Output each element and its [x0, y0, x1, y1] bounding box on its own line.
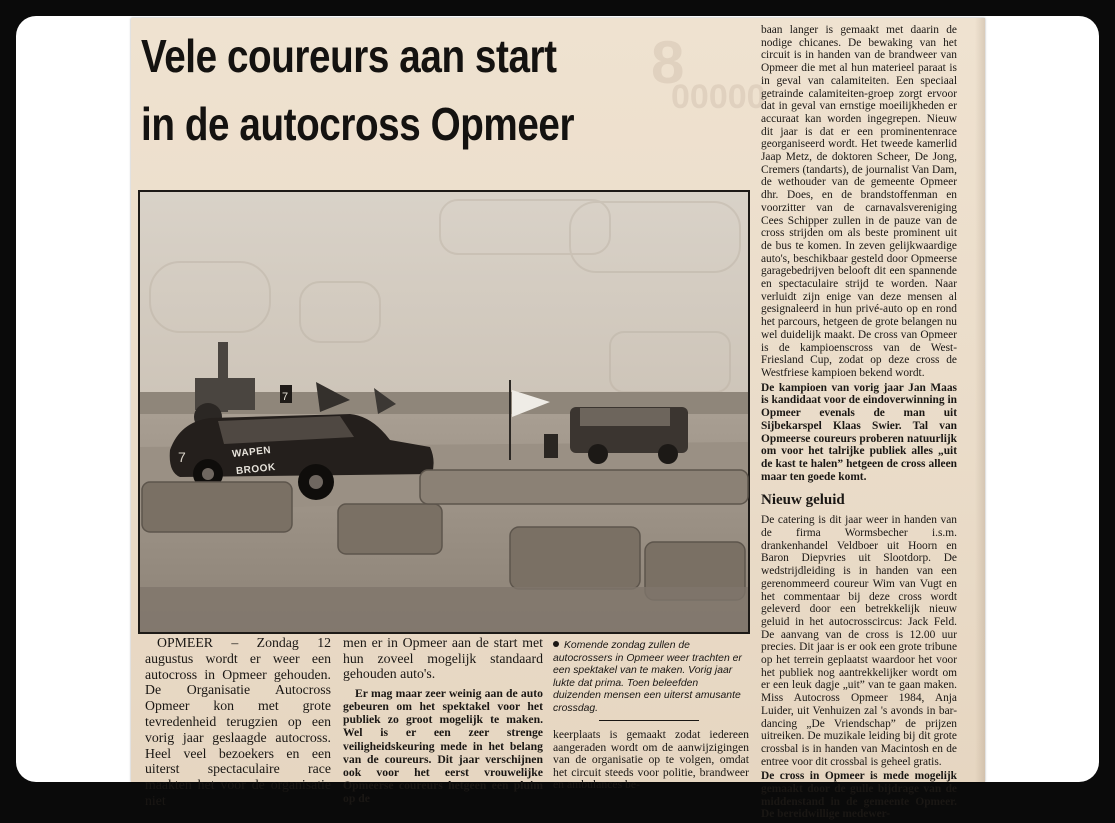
column-1 — [145, 635, 331, 811]
photo-caption-text: Komende zondag zullen de autocrossers in Opmeer weer trachten er een spektakel van te maken. Vorig jaar lukte dat prima. Toen beleefden duizenden mensen een uiterst amusante crossdag. — [553, 640, 742, 714]
marshal — [544, 434, 558, 458]
divider-rule — [599, 720, 699, 721]
race-photo-drawing — [140, 192, 748, 632]
headline-line-2: in de autocross Opmeer — [141, 98, 575, 150]
column-2 — [343, 635, 543, 808]
column-3 — [553, 729, 749, 794]
headline — [141, 22, 761, 158]
side-paragraph: baan langer is gemaakt met daarin de nodige chicanes. De bewaking van het circuit is in handen van de brandweer van Opmeer die met al hun materieel paraat is in geval van calamiteiten. Een speciaal getrainde calamiteiten-groep zorgt ervoor dat in geval van ernstige moeilijkheden er accuraat kan worden ingegrepen. Nieuw dit jaar is dat er een prominentenrace georganiseerd wordt. Het tweede kamerlid Jaap Metz, de doktoren Scheer, De Jong, Cremers (tandarts), de journalist Van Dam, de wethouder van de gemeente Opmeer dhr. Does, en de brandstoffenman en voorzitter van de carnavalsvereniging Cees Schipper zullen in de pauze van de cross strijden om als beste prominent uit de bus te komen. In zeven gelijkwaardige auto's, beschikbaar gesteld door Opmeerse garagebedrijven belooft dit een spannende en spectaculaire strijd te worden. Naar verluidt zijn enige van deze mensen al gesignaleerd in hun privé-auto op en rond het parcours, hetgeen de grote belangen nu wel duidelijk maakt. De cross van Opmeer is de kampioenscross van de West-Friesland Cup, zodat op deze cross de Westfriese kampioen bekend wordt. — [761, 24, 957, 379]
column-3-text: keerplaats is gemaakt zodat iedereen aangeraden wordt om de aanwijzigingen van de organisatie op te volgen, omdat het circuit steeds voor politie, brandweer en ambulances be- — [553, 728, 749, 792]
bullet-icon — [553, 641, 559, 647]
side-paragraph-bold: De cross in Opmeer is mede mogelijk gemaakt door de gulle bijdrage van de middenstand in de gemeente Opmeer. De bereidwillige medewer- — [761, 770, 957, 821]
car-number-sign-label: 7 — [282, 391, 289, 403]
subheading: Nieuw geluid — [761, 492, 845, 509]
column-2-lead: men er in Opmeer aan de start met hun zoveel mogelijk standaard gehouden auto's. — [343, 635, 543, 682]
car-side-number: 7 — [178, 449, 186, 465]
race-photo — [138, 190, 750, 634]
image-frame — [16, 16, 1099, 821]
bleed-through-print: 00000 — [671, 78, 766, 116]
column-2-bold: Er mag maar zeer weinig aan de auto gebeuren om het spektakel voor het publiek zo groot mogelijk te maken. Wel is er een zeer strenge veiligheidskeuring mede in het belang van de coureurs. Dit jaar verschijnen ook voor het eerst vrouwelijke Opmeerse coureurs hetgeen een pluim op de — [343, 686, 543, 806]
car-lettering-2: BROOK — [235, 461, 277, 478]
grass-foreground — [140, 587, 748, 632]
bleed-through-print: 8 — [651, 29, 685, 96]
headline-line-1: Vele coureurs aan start — [141, 30, 557, 82]
sky — [140, 192, 748, 407]
side-paragraph-bold: De kampioen van vorig jaar Jan Maas is kandidaat voor de eindoverwinning in Opmeer evenals de man uit Sijbekarspel Klaas Swier. Tal van Opmeerse coureurs proberen natuurlijk om voor het talrijke publiek alles „uit de kast te halen” hetgeen de cross alleen maar ten goede komt. — [761, 381, 957, 483]
column-1-text: OPMEER – Zondag 12 augustus wordt er weer een autocross in Opmeer gehouden. De Organisatie Autocross Opmeer kon met grote tevredenheid terugzien op een vorig jaar geslaagde autocross. Heel veel bezoekers en een uiterst spectaculaire race maakten het voor de organisatie niet — [145, 635, 331, 808]
side-column — [761, 24, 957, 823]
side-paragraph: De catering is dit jaar weer in handen van de firma Wormsbecher i.s.m. drankenhandel Veldboer uit Hoorn en Baron Diepvries uit Slootdorp. De wedstrijdleiding is in handen van een gerenommeerd coureur Wim van Vugt en het commentaar bij deze cross wordt geleverd door een betrekkelijk nieuw geluid in het autocrosscircus: Jack Feld. De aanvang van de cross is 12.00 uur precies. Dit jaar is er ook een grote tribune op het terrein geplaatst waardoor het voor het publiek nog aantrekkelijker wordt om er een leuk dagje „uit” van te gaan maken. Miss Autocross Opmeer 1984, Anja Luider, uit Venhuizen zal 's avonds in bar-dancing „De Vriendschap” de prijzen uitreiken. De muzikale leiding bij dit grote crossbal is in handen van Macintosh en de entree voor dit crossbal is geheel gratis. — [761, 514, 957, 768]
newspaper-clipping — [131, 18, 985, 821]
car-lettering-1: WAPEN — [231, 444, 272, 461]
photo-caption — [553, 640, 749, 715]
